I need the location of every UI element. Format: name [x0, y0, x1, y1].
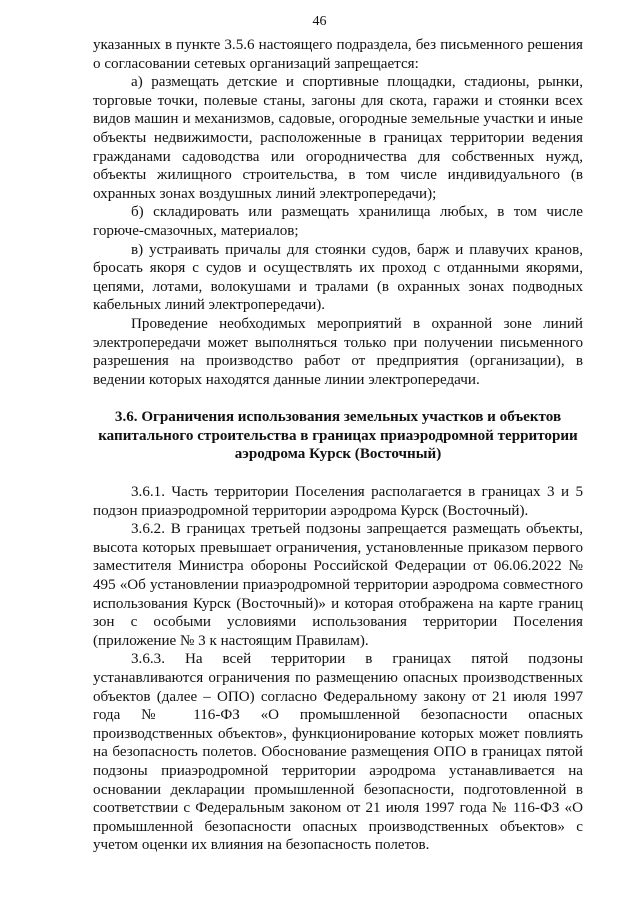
paragraph-item-b: б) складировать или размещать хранилища любых, в том числе горюче-смазочных, материалов; [93, 204, 583, 239]
paragraph-item-v: в) устраивать причалы для стоянки судов, барж и плавучих кранов, бросать якоря с судов и осуществлять их проход с отданными якорями, цепями, лотами, волокушами и тралами (в охранных зонах подводных кабельных линий электропередачи). [93, 241, 583, 314]
paragraph-permission: Проведение необходимых мероприятий в охранной зоне линий электропередачи может выполняться только при получении письменного разрешения на производство работ от предприятия (организации), в ведении которых находятся данные линии электропередачи. [93, 315, 583, 388]
section-heading-line-1: 3.6. Ограничения использования земельных участков и объектов [114, 409, 562, 426]
section-heading-line-3: аэродрома Курск (Восточный) [234, 446, 442, 463]
paragraph-3-6-1: 3.6.1. Часть территории Поселения располагается в границах 3 и 5 подзон приаэродромной территории аэродрома Курск (Восточный). [93, 484, 583, 519]
paragraph-item-a: а) размещать детские и спортивные площадки, стадионы, рынки, торговые точки, полевые станы, загоны для скота, гаражи и стоянки всех видов машин и механизмов, садовые, огородные земельные участки и иные объекты недвижимости, расположенные в границах территории ведения гражданами садоводства или огородничества для собственных нужд, объекты жилищного строительства, в том числе индивидуального (в охранных зонах воздушных линий электропередачи); [93, 74, 583, 202]
page-number: 46 [312, 14, 327, 29]
paragraph-intro-continuation: указанных в пункте 3.5.6 настоящего подраздела, без письменного решения о согласовании сетевых организаций запрещается: [93, 37, 583, 72]
section-heading [93, 408, 583, 464]
paragraph-3-6-3: 3.6.3. На всей территории в границах пятой подзоны устанавливаются ограничения по размещению опасных производственных объектов (далее – ОПО) согласно Федеральному закону от 21 июля 1997 года № 116-ФЗ «О промышленной безопасности опасных производственных объектов», функционирование которых может повлиять на безопасность полетов. Обоснование размещения ОПО в границах пятой подзоны приаэродромной территории аэродрома устанавливается на основании декларации промышленной безопасности, подготовленной в соответствии с Федеральным законом от 21 июля 1997 года № 116-ФЗ «О промышленной безопасности опасных производственных объектов» с учетом оценки их влияния на безопасность полетов. [93, 651, 583, 854]
document-body [93, 36, 583, 855]
section-heading-line-2: капитального строительства в границах приаэродромной территории [98, 427, 578, 444]
paragraph-3-6-2: 3.6.2. В границах третьей подзоны запрещается размещать объекты, высота которых превышает ограничения, установленные приказом первого заместителя Министра обороны Российской Федерации от 06.06.2022 № 495 «Об установлении приаэродромной территории аэродрома совместного использования Курск (Восточный)» и которая отображена на карте границ зон с особыми условиями использования территории Поселения (приложение № 3 к настоящим Правилам). [93, 521, 583, 649]
